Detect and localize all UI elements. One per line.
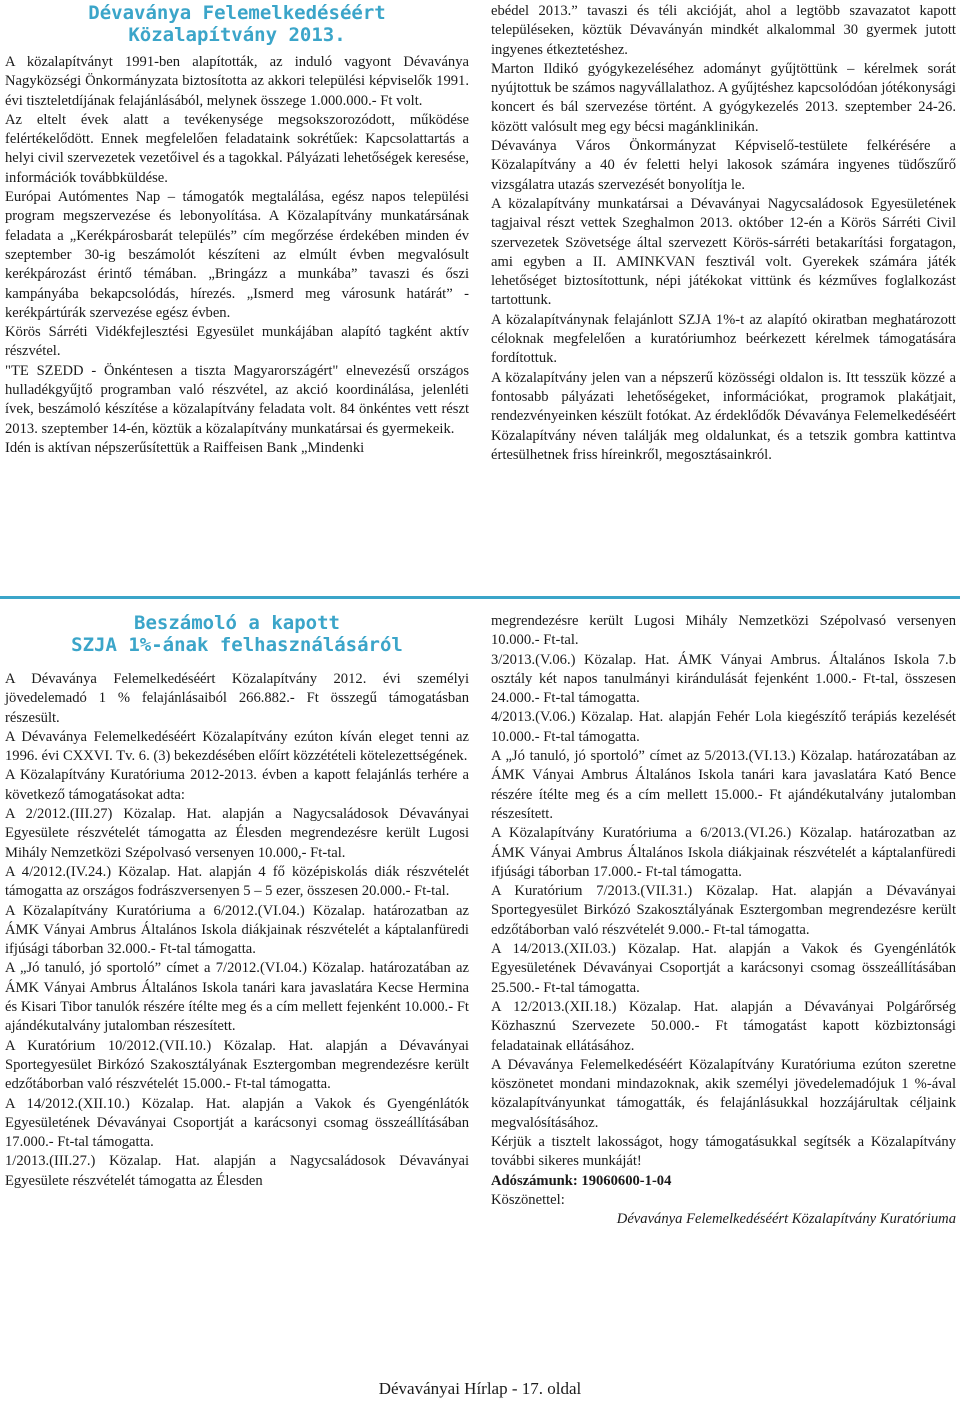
- paragraph: A Kuratórium 7/2013.(VII.31.) Közalap. Hat. alapján a Dévaványai Sportegyesület Birkózó Szakosztályának Esztergomban megrendezésre került edzőtáborban való részvételét 9.000.- Ft-tal támogatta.: [491, 883, 956, 938]
- paragraph: A 14/2013.(XII.03.) Közalap. Hat. alapján a Vakok és Gyengénlátók Egyesületének Dévaványai Csoportját a karácsonyi csomag összeállításában 25.500.- Ft-tal támogatta.: [491, 941, 956, 996]
- page-footer: Dévaványai Hírlap - 17. oldal: [378, 1379, 582, 1398]
- section-divider: [0, 596, 960, 599]
- signature: Dévaványa Felemelkedéséért Közalapítvány Kuratóriuma: [616, 1211, 956, 1228]
- paragraph: Marton Ildikó gyógykezeléséhez adományt gyűjtöttünk – kérelmek sorát nyújtottuk be számos nagyvállalathoz. A gyűjtéshez kapcsolódóan jótékonysági koncert és bál szervezése történt. A gyógykezelés 2013. szeptember 24-26. között valósult meg egy bécsi magánklinikán.: [491, 60, 956, 135]
- paragraph: Kérjük a tisztelt lakosságot, hogy támogatásukkal segítsék a Közalapítvány további sikeres munkáját!: [491, 1134, 956, 1170]
- paragraph: A közalapítvány munkatársai a Dévaványai Nagycsaládosok Egyesületének tagjaival részt vettek Szeghalmon 2013. október 12-én a Körös Sárréti Civil szervezetek Szövetsége által szervezett Körös-sárréti betakarítási forgatagon, ami egyben a II. AMINKVAN fesztivál volt. Gyerekek számára játék lehetőséget biztosítottunk, népi játékokat vittünk és kézműves foglalkozást tartottunk.: [491, 195, 956, 309]
- paragraph: A 2/2012.(III.27) Közalap. Hat. alapján a Nagycsaládosok Dévaványai Egyesülete részvételét támogatta az Élesden megrendezésre került Lugosi Mihály Nemzetközi Szépolvasó versenyen 10.000,- Ft-tal.: [5, 806, 469, 861]
- paragraph: ebédel 2013.” tavaszi és téli akcióját, ahol a legtöbb szavazatot kapott településeken, köztük Dévaványán mindkét alkalommal 30 gyermek jutott ingyenes étkeztetéshez.: [491, 3, 956, 58]
- article-title: [5, 2, 469, 46]
- thanks-line: Köszönettel:: [491, 1191, 565, 1208]
- article-title: [5, 612, 469, 656]
- paragraph: "TE SZEDD - Önkéntesen a tiszta Magyarországért" elnevezésű országos hulladékgyűjtő programban való részvétel, az akció koordinálása, jelenléti ívek, beszámoló készítése a közalapítvány feladata volt. 84 önkéntes vett részt 2013. szeptember 14-én, köztük a közalapítvány munkatársai és gyermekeik.: [5, 362, 469, 437]
- paragraph: A 12/2013.(XII.18.) Közalap. Hat. alapján a Dévaványai Polgárőrség Közhasznú Szervezete 50.000.- Ft támogatást kapott közbiztonsági feladatainak ellátásához.: [491, 998, 956, 1054]
- title-line-1: Dévaványa Felemelkedéséért: [88, 2, 386, 24]
- article-szja-report: [5, 612, 469, 1191]
- paragraph: 4/2013.(V.06.) Közalap. Hat. alapján Fehér Lola kiegészítő terápiás kezelését 10.000.- Ft-tal támogatta.: [491, 709, 956, 745]
- paragraph: 3/2013.(V.06.) Közalap. Hat. ÁMK Ványai Ambrus. Általános Iskola 7.b osztály két napos tanulmányi kirándulását fejenként 1.000.- Ft-tal, összesen 24.000.- Ft-tal támogatta.: [491, 651, 956, 707]
- paragraph: A 14/2012.(XII.10.) Közalap. Hat. alapján a Vakok és Gyengénlátók Egyesületének Dévaványai Csoportját a karácsonyi csomag összeállításában 17.000.- Ft-tal támogatta.: [5, 1095, 469, 1151]
- title-line-1: Beszámoló a kapott: [134, 612, 340, 634]
- paragraph: A közalapítványnak felajánlott SZJA 1%-t az alapító okiratban meghatározott céloknak megfelelően a kuratóriumhoz beérkezett kérelmek támogatására fordítottuk.: [491, 311, 956, 367]
- article-foundation-2013: [5, 2, 469, 458]
- title-line-2: Közalapítvány 2013.: [128, 24, 346, 46]
- tax-number: Adószámunk: 19060600-1-04: [491, 1172, 672, 1189]
- paragraph: A Közalapítvány Kuratóriuma a 6/2012.(VI.04.) Közalap. határozatban az ÁMK Ványai Ambrus Általános Iskola diákjainak részvételét a káptalanfüredi ifjúsági táborban 32.000.- Ft-tal támogatta.: [5, 902, 469, 958]
- paragraph: A Dévaványa Felemelkedéséért Közalapítvány 2012. évi személyi jövedelemadó 1 % felajánlásaiból 266.882.- Ft összegű támogatásban részesült.: [5, 671, 469, 726]
- paragraph: A Kuratórium 10/2012.(VII.10.) Közalap. Hat. alapján a Dévaványai Sportegyesület Birkózó Szakosztályának Esztergomban megrendezésre került edzőtáborban való részvételét 15.000.- Ft-tal támogatta.: [5, 1037, 469, 1093]
- paragraph: A Közalapítvány Kuratóriuma a 6/2013.(VI.26.) Közalap. határozatban az ÁMK Ványai Ambrus Általános Iskola diákjainak részvételét a káptalanfüredi ifjúsági táborban 17.000.- Ft-tal támogatta.: [491, 825, 956, 880]
- paragraph: Az eltelt évek alatt a tevékenysége megsokszorozódott, működése felértékelődött. Ennek megfelelően feladataink sokrétűek: Kapcsolattartás a helyi civil szervezetek vezetőivel és a tagokkal. Pályázati lehetőségek keresése, információk továbbküldése.: [5, 111, 469, 186]
- paragraph: A Dévaványa Felemelkedéséért Közalapítvány Kuratóriuma ezúton szeretne köszönetet mondani mindazoknak, akik személyi jövedelemadójuk 1 %-ával közalapítványunkat támogatták, és felajánlásukkal hozzájárultak céljaink megvalósításához.: [491, 1056, 956, 1131]
- paragraph: megrendezésre került Lugosi Mihály Nemzetközi Szépolvasó versenyen 10.000.- Ft-tal.: [491, 613, 956, 649]
- paragraph: Európai Autómentes Nap – támogatók megtalálása, egész napos települési program megszervezése és lebonyolítása. A Közalapítvány munkatársának feladata a „Kerékpárosbarát település” cím megőrzése érdekében minden év szeptember 30-ig beszámolót készíteni az elmúlt évben megvalósult kerékpározást érintő témában. „Bringázz a munkába” tavaszi és őszi kampányába bekapcsolódás, hírezés. „Ismerd meg városunk határát” - kerékpártúrák szervezése egész évben.: [5, 189, 469, 321]
- paragraph: A közalapítványt 1991-ben alapították, az induló vagyont Dévaványa Nagyközségi Önkormányzata biztosította az akkori települési képviselők 1991. évi tiszteletdíjának felajánlásából, melynek összege 1.000.000.- Ft volt.: [5, 54, 469, 109]
- article-foundation-2013-continued: [491, 2, 956, 465]
- paragraph: 1/2013.(III.27.) Közalap. Hat. alapján a Nagycsaládosok Dévaványai Egyesülete részvételét támogatta az Élesden: [5, 1153, 469, 1189]
- paragraph: A Dévaványa Felemelkedéséért Közalapítvány ezúton kíván eleget tenni az 1996. évi CXXVI. Tv. 6. (3) bekezdésében előírt közzétételi kötelezettségének.: [5, 728, 469, 765]
- paragraph: A „Jó tanuló, jó sportoló” címet a 7/2012.(VI.04.) Közalap. határozatában az ÁMK Ványai Ambrus Általános Iskola tanári kara javaslatára Kecse Hermina és Kisari Tibor tanulók részére ítélte meg és a cím mellett fejenként 10.000.- Ft ajándékutalvány jutalomban részesített.: [5, 960, 469, 1035]
- paragraph: A 4/2012.(IV.24.) Közalap. Hat. alapján 4 fő középiskolás diák részvételét támogatta az országos fodrászversenyen 5 – 5 ezer, összesen 20.000.- Ft-tal.: [5, 863, 469, 900]
- paragraph: Körös Sárréti Vidékfejlesztési Egyesület munkájában alapító tagként aktív részvétel.: [5, 324, 469, 360]
- paragraph: A Közalapítvány Kuratóriuma 2012-2013. évben a kapott felajánlás terhére a következő támogatásokat adta:: [5, 767, 469, 803]
- paragraph: Dévaványa Város Önkormányzat Képviselő-testülete felkérésére a Közalapítvány a 40 év feletti helyi lakosok számára ingyenes tüdőszűrő vizsgálatra utazás szervezését bonyolítja le.: [491, 138, 956, 193]
- paragraph: A „Jó tanuló, jó sportoló” címet az 5/2013.(VI.13.) Közalap. határozatában az ÁMK Ványai Ambrus Általános Iskola tanári kara javaslatára Kató Bence részére ítélte meg és a cím mellett 15.000.- Ft ajándékutalvány jutalomban részesített.: [491, 748, 956, 822]
- paragraph: A közalapítvány jelen van a népszerű közösségi oldalon is. Itt tesszük közzé a fontosabb pályázati lehetőségeket, információkat, programok plakátjait, rendezvényeinken készült fotókat. Az érdeklődők Dévaványa Felemelkedéséért Közalapítvány néven találják meg oldalunkat, és a tetszik gombra kattintva értesülhetnek friss híreinkről, megosztásainkról.: [491, 369, 956, 463]
- title-line-2: SZJA 1%-ának felhasználásáról: [71, 634, 403, 656]
- paragraph: Idén is aktívan népszerűsítettük a Raiffeisen Bank „Mindenki: [5, 439, 365, 456]
- article-szja-report-continued: [491, 612, 956, 1230]
